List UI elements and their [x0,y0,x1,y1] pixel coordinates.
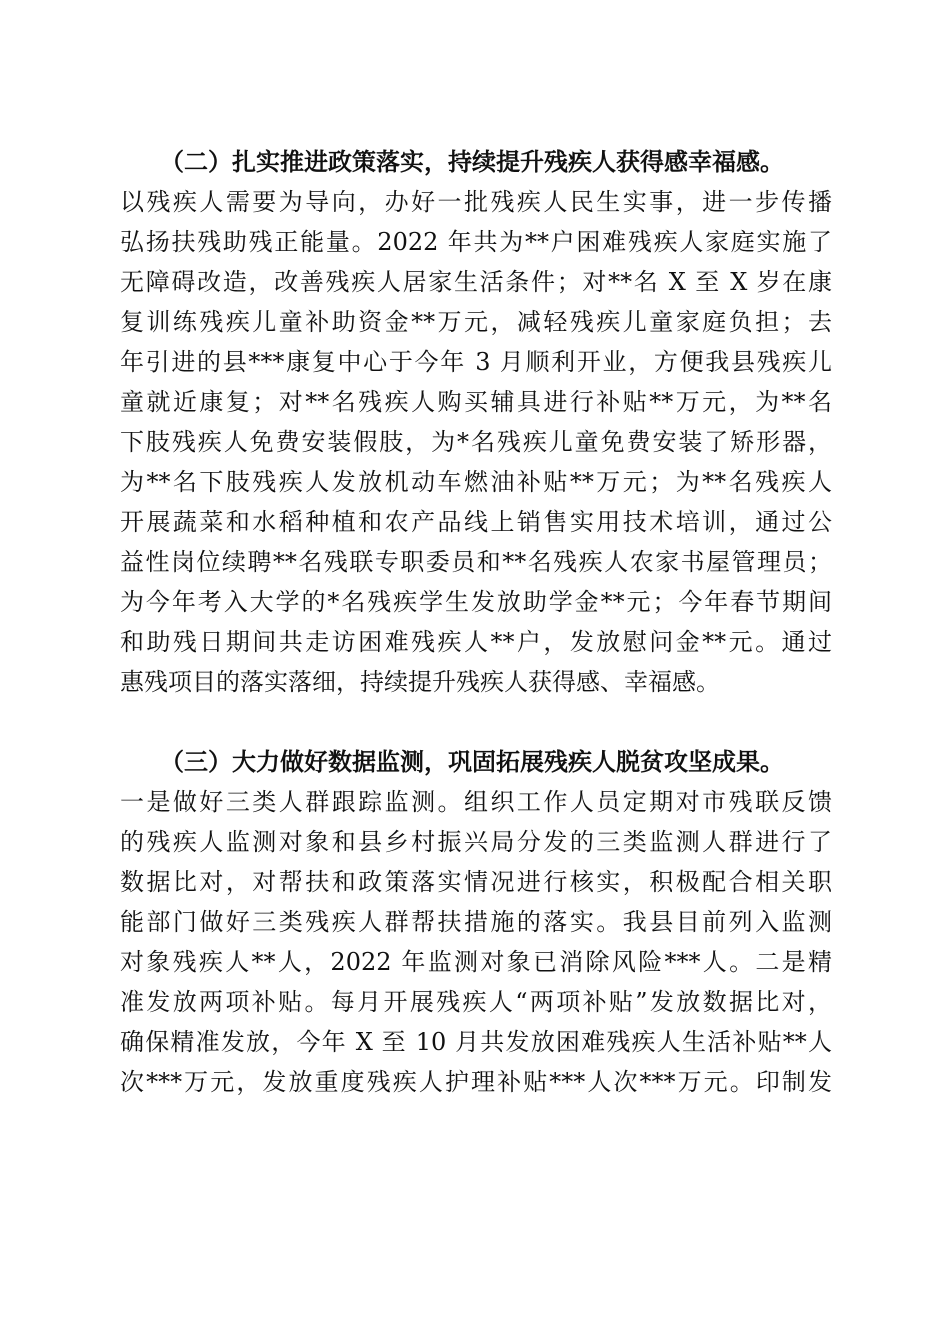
paragraph-line: 年引进的县***康复中心于今年 3 月顺利开业，方便我县残疾儿 [120,348,832,376]
paragraph-line: 童就近康复；对**名残疾人购买辅具进行补贴**万元，为**名 [120,388,832,416]
section-data-monitoring [120,742,832,1102]
paragraph-line: 一是做好三类人群跟踪监测。组织工作人员定期对市残联反馈 [120,788,832,816]
paragraph-line: 开展蔬菜和水稻种植和农产品线上销售实用技术培训，通过公 [120,508,832,536]
paragraph-line: 确保精准发放，今年 X 至 10 月共发放困难残疾人生活补贴**人 [120,1028,832,1056]
paragraph-line: 为今年考入大学的*名残疾学生发放助学金**元；今年春节期间 [120,588,832,616]
paragraph-line: 能部门做好三类残疾人群帮扶措施的落实。我县目前列入监测 [120,908,832,936]
paragraph-line: 的残疾人监测对象和县乡村振兴局分发的三类监测人群进行了 [120,828,832,856]
paragraph-line: 下肢残疾人免费安装假肢，为*名残疾儿童免费安装了矫形器， [120,428,832,456]
paragraph-line: 准发放两项补贴。每月开展残疾人“两项补贴”发放数据比对， [120,988,832,1016]
paragraph-line: 和助残日期间共走访困难残疾人**户，发放慰问金**元。通过 [120,628,832,656]
paragraph-line: 弘扬扶残助残正能量。2022 年共为**户困难残疾人家庭实施了 [120,228,832,256]
paragraph-line: 无障碍改造，改善残疾人居家生活条件；对**名 X 至 X 岁在康 [120,268,832,296]
section-policy-implementation [120,142,832,702]
paragraph-line: 次***万元，发放重度残疾人护理补贴***人次***万元。印制发 [120,1068,832,1096]
paragraph-line: 为**名下肢残疾人发放机动车燃油补贴**万元；为**名残疾人 [120,468,832,496]
section-heading: （三）大力做好数据监测，巩固拓展残疾人脱贫攻坚成果。 [160,747,784,776]
paragraph-line: 益性岗位续聘**名残联专职委员和**名残疾人农家书屋管理员； [120,548,832,576]
section-heading: （二）扎实推进政策落实，持续提升残疾人获得感幸福感。 [160,147,784,176]
paragraph-line: 惠残项目的落实落细，持续提升残疾人获得感、幸福感。 [120,668,720,696]
paragraph-line: 数据比对，对帮扶和政策落实情况进行核实，积极配合相关职 [120,868,832,896]
paragraph-line: 对象残疾人**人，2022 年监测对象已消除风险***人。二是精 [120,948,832,976]
paragraph-line: 复训练残疾儿童补助资金**万元，减轻残疾儿童家庭负担；去 [120,308,832,336]
paragraph-line: 以残疾人需要为导向，办好一批残疾人民生实事，进一步传播 [120,188,832,216]
